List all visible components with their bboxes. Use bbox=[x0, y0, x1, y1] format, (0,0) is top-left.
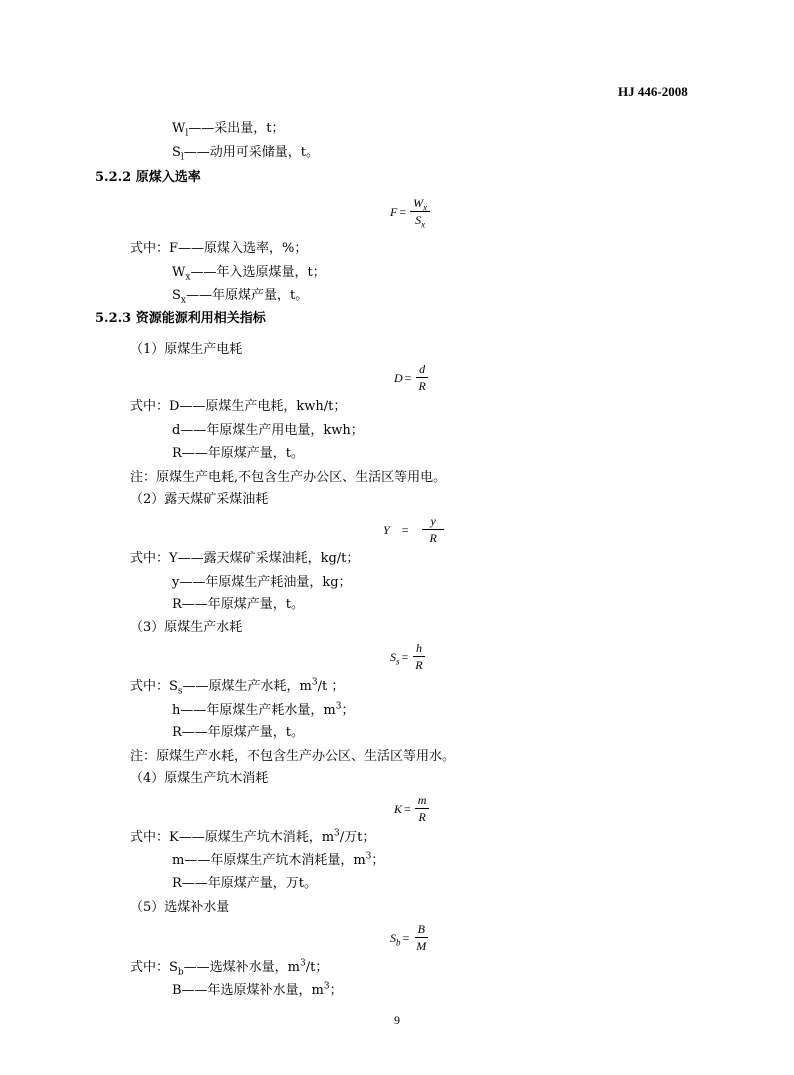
equals-sign: = bbox=[404, 802, 411, 816]
formula-k bbox=[394, 793, 429, 825]
fraction bbox=[412, 641, 425, 673]
definition-sl bbox=[172, 145, 319, 161]
numerator: d bbox=[416, 362, 428, 378]
fraction bbox=[413, 922, 429, 954]
definition-m: m——年原煤生产坑木消耗量，$m^3$； bbox=[172, 851, 385, 868]
denominator: M bbox=[416, 939, 427, 953]
subscript: l bbox=[180, 152, 184, 163]
symbol: W bbox=[172, 121, 186, 136]
definition-r: R——年原煤产量，万t。 bbox=[172, 876, 318, 891]
formula-lhs: F bbox=[390, 205, 398, 219]
item-heading-2: （2）露天煤矿采煤油耗 bbox=[130, 492, 269, 507]
formula-lhs: $S_b$ bbox=[390, 931, 401, 948]
note-2: 注：原煤生产水耗，不包含生产办公区、生活区等用水。 bbox=[130, 749, 456, 764]
equals-sign: = bbox=[399, 205, 407, 219]
definition-d: 式中：D——原煤生产电耗，kwh/t； bbox=[130, 399, 347, 414]
definition-text: ——动用可采储量，t。 bbox=[183, 145, 320, 160]
definition-text: ——采出量，t； bbox=[188, 121, 285, 136]
definition-r: R——年原煤产量，t。 bbox=[172, 725, 305, 740]
fraction bbox=[415, 362, 428, 394]
denominator: $S_x$ bbox=[415, 213, 426, 230]
section-heading-5-2-2: 5.2.2 原煤入选率 bbox=[95, 170, 201, 185]
formula-lhs: Y bbox=[383, 523, 390, 537]
item-heading-5: （5）选煤补水量 bbox=[130, 900, 230, 915]
item-heading-4: （4）原煤生产坑木消耗 bbox=[130, 771, 269, 786]
fraction bbox=[410, 196, 430, 228]
formula-d bbox=[394, 362, 429, 394]
formula-lhs: K bbox=[394, 802, 403, 816]
denominator: R bbox=[429, 531, 437, 545]
definition-d-lower: d——年原煤生产用电量，kwh； bbox=[172, 423, 364, 438]
item-heading-1: （1）原煤生产电耗 bbox=[130, 342, 243, 357]
numerator: h bbox=[413, 641, 425, 657]
definition-wl bbox=[172, 121, 285, 137]
symbol: S bbox=[172, 145, 181, 160]
formula-sb bbox=[390, 922, 429, 954]
denominator: R bbox=[415, 658, 423, 672]
formula-ss bbox=[390, 641, 426, 673]
definition-r: R——年原煤产量，t。 bbox=[172, 597, 305, 612]
formula-lhs: $S_s$ bbox=[390, 650, 400, 667]
definition-f: 式中：F——原煤入选率，%； bbox=[130, 241, 308, 256]
numerator: $W_x$ bbox=[410, 196, 430, 212]
definition-y-lower: y——年原煤生产耗油量，kg； bbox=[172, 575, 352, 590]
section-heading-5-2-3: 5.2.3 资源能源利用相关指标 bbox=[95, 311, 266, 326]
fraction bbox=[415, 793, 430, 825]
formula-y bbox=[383, 514, 444, 546]
denominator: R bbox=[418, 379, 426, 393]
definition-h: h——年原煤生产耗水量，$m^3$； bbox=[172, 701, 355, 718]
denominator: R bbox=[418, 810, 426, 824]
formula-f bbox=[390, 196, 430, 228]
definition-b: B——年选原煤补水量，$m^3$； bbox=[172, 981, 343, 998]
numerator: m bbox=[415, 793, 430, 809]
numerator: y bbox=[422, 514, 443, 530]
document-id-header: HJ 446-2008 bbox=[618, 84, 688, 99]
subscript: l bbox=[185, 128, 189, 139]
definition-wx: $W_x——$年入选原煤量，t； bbox=[172, 265, 326, 283]
definition-y: 式中：Y——露天煤矿采煤油耗，kg/t； bbox=[130, 551, 360, 566]
equals-sign: = bbox=[401, 650, 409, 664]
definition-r: R——年原煤产量，t。 bbox=[172, 446, 305, 461]
fraction bbox=[422, 514, 443, 546]
definition-ss: 式中：$S_s——$原煤生产水耗，$m^3/t$ ； bbox=[130, 677, 345, 697]
numerator: B bbox=[415, 922, 428, 938]
page-number: 9 bbox=[394, 1013, 400, 1027]
item-heading-3: （3）原煤生产水耗 bbox=[130, 620, 243, 635]
definition-sx: $S_x——$年原煤产量，t。 bbox=[172, 288, 309, 306]
formula-lhs: D bbox=[394, 371, 403, 385]
definition-k: 式中：K——原煤生产坑木消耗，$m^3/$万t； bbox=[130, 828, 376, 845]
equals-sign: = bbox=[404, 371, 412, 385]
note-1: 注：原煤生产电耗,不包含生产办公区、生活区等用电。 bbox=[130, 470, 447, 485]
equals-sign: = bbox=[401, 523, 409, 537]
definition-sb: 式中：$S_b——$选煤补水量，$m^3/t$； bbox=[130, 958, 329, 978]
equals-sign: = bbox=[402, 931, 410, 945]
